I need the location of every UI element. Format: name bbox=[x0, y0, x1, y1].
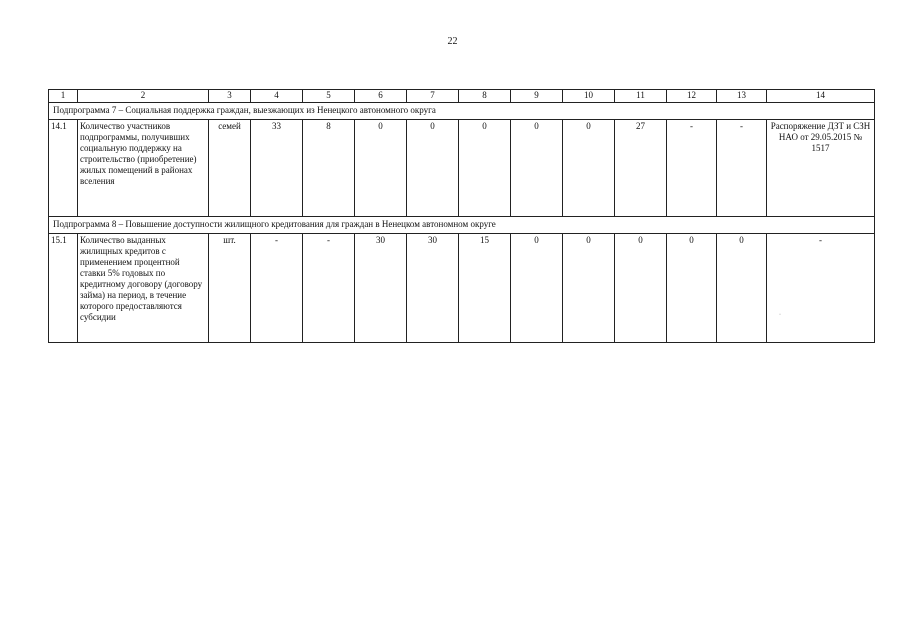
column-header: 6 bbox=[355, 90, 407, 103]
column-header: 9 bbox=[511, 90, 563, 103]
value-cell: 30 bbox=[355, 234, 407, 343]
row-number: 14.1 bbox=[49, 120, 78, 217]
unit-cell: семей bbox=[209, 120, 251, 217]
column-header: 8 bbox=[459, 90, 511, 103]
value-cell: 0 bbox=[355, 120, 407, 217]
column-header: 10 bbox=[563, 90, 615, 103]
value-cell: 33 bbox=[251, 120, 303, 217]
table-row bbox=[49, 234, 875, 343]
source-cell: - bbox=[767, 234, 875, 343]
value-cell: 0 bbox=[563, 234, 615, 343]
value-cell: - bbox=[251, 234, 303, 343]
source-cell: Распоряжение ДЗТ и СЗН НАО от 29.05.2015 № 1517 bbox=[767, 120, 875, 217]
value-cell: 15 bbox=[459, 234, 511, 343]
indicator-description: Количество участников подпрограммы, получивших социальную поддержку на строительство (приобретение) жилых помещений в районах вселения bbox=[78, 120, 209, 217]
column-header: 14 bbox=[767, 90, 875, 103]
value-cell: - bbox=[717, 120, 767, 217]
value-cell: 0 bbox=[667, 234, 717, 343]
value-cell: 27 bbox=[615, 120, 667, 217]
value-cell: 30 bbox=[407, 234, 459, 343]
column-header: 11 bbox=[615, 90, 667, 103]
column-header: 7 bbox=[407, 90, 459, 103]
value-cell: 0 bbox=[511, 234, 563, 343]
value-cell: 0 bbox=[717, 234, 767, 343]
value-cell: 8 bbox=[303, 120, 355, 217]
section-row-subprogram-8 bbox=[49, 217, 875, 234]
indicator-description: Количество выданных жилищных кредитов с применением процентной ставки 5% годовых по кредитному договору (договору займа) на период, в течение которого предоставляются субсидии bbox=[78, 234, 209, 343]
value-cell: 0 bbox=[615, 234, 667, 343]
value-cell: 0 bbox=[563, 120, 615, 217]
value-cell: 0 bbox=[511, 120, 563, 217]
column-header: 12 bbox=[667, 90, 717, 103]
column-header: 2 bbox=[78, 90, 209, 103]
column-header: 3 bbox=[209, 90, 251, 103]
value-cell: - bbox=[667, 120, 717, 217]
page-number: 22 bbox=[447, 36, 458, 47]
indicator-table bbox=[48, 89, 875, 343]
column-header: 13 bbox=[717, 90, 767, 103]
scan-speck: · bbox=[779, 312, 781, 318]
row-number: 15.1 bbox=[49, 234, 78, 343]
column-header: 1 bbox=[49, 90, 78, 103]
column-header: 5 bbox=[303, 90, 355, 103]
section-title: Подпрограмма 8 – Повышение доступности жилищного кредитования для граждан в Ненецком автономном округе bbox=[49, 217, 875, 234]
table-row bbox=[49, 120, 875, 217]
value-cell: 0 bbox=[459, 120, 511, 217]
column-header: 4 bbox=[251, 90, 303, 103]
value-cell: 0 bbox=[407, 120, 459, 217]
value-cell: - bbox=[303, 234, 355, 343]
section-title: Подпрограмма 7 – Социальная поддержка граждан, выезжающих из Ненецкого автономного округа bbox=[49, 103, 875, 120]
section-row-subprogram-7 bbox=[49, 103, 875, 120]
table-header-row bbox=[49, 90, 875, 103]
unit-cell: шт. bbox=[209, 234, 251, 343]
